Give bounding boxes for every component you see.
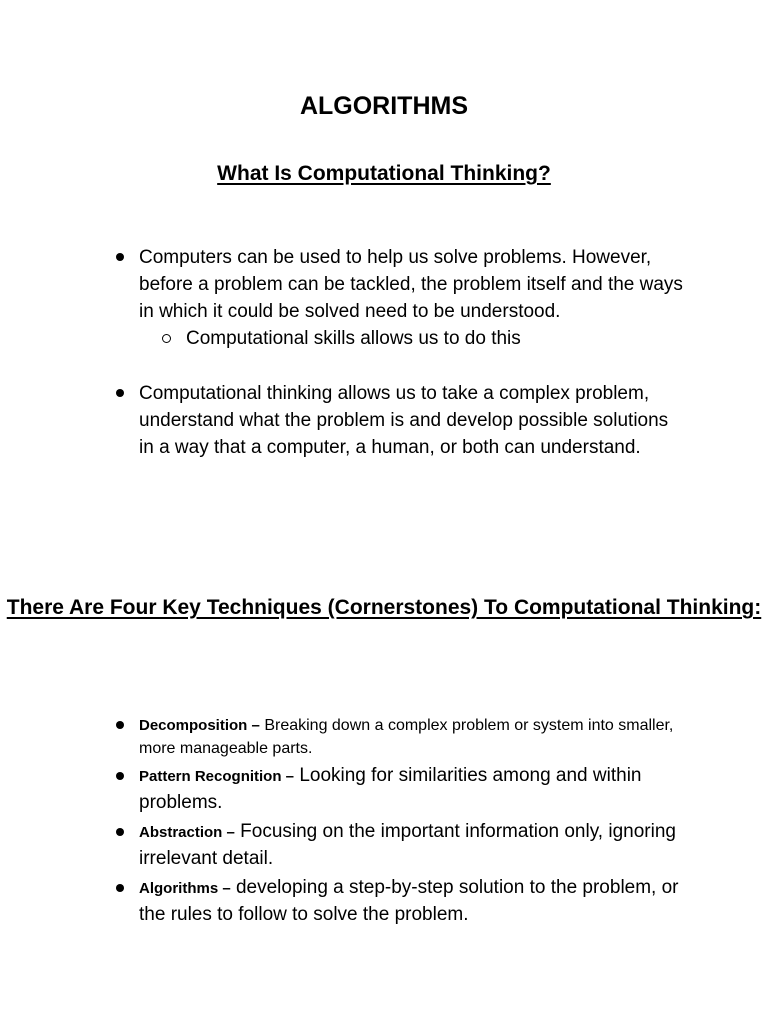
technique-description: Focusing on the important information only, ignoring irrelevant detail. bbox=[139, 821, 676, 869]
hollow-bullet-icon bbox=[162, 334, 171, 343]
technique-item bbox=[139, 714, 684, 760]
techniques-list bbox=[139, 714, 684, 931]
section-subtitle bbox=[0, 160, 768, 188]
bullet-icon bbox=[116, 828, 124, 836]
bullet-icon bbox=[116, 389, 124, 397]
list-item bbox=[139, 380, 684, 461]
sub-list bbox=[139, 325, 684, 352]
bullet-icon bbox=[116, 253, 124, 261]
bullet-icon bbox=[116, 772, 124, 780]
section-heading bbox=[0, 594, 768, 622]
page-title: ALGORITHMS bbox=[299, 92, 469, 120]
list-item-text: Computational thinking allows us to take a complex problem, understand what the problem is and develop possible solutions in a way that a computer, a human, or both can understand. bbox=[139, 383, 669, 458]
technique-description: Breaking down a complex problem or system into smaller, more manageable parts. bbox=[139, 717, 674, 757]
technique-item bbox=[139, 763, 684, 816]
subtitle-text: What Is Computational Thinking? bbox=[217, 162, 551, 185]
bullet-icon bbox=[116, 721, 124, 729]
technique-item bbox=[139, 819, 684, 872]
technique-term: Abstraction – bbox=[139, 824, 235, 841]
technique-item bbox=[139, 875, 684, 928]
intro-list bbox=[139, 244, 684, 461]
technique-term: Algorithms – bbox=[139, 880, 231, 897]
technique-description: developing a step-by-step solution to the problem, or the rules to follow to solve the problem. bbox=[139, 877, 679, 925]
technique-term: Pattern Recognition – bbox=[139, 768, 295, 785]
technique-term: Decomposition – bbox=[139, 717, 260, 734]
list-item-text: Computers can be used to help us solve problems. However, before a problem can be tackled, the problem itself and the ways in which it could be solved need to be understood. bbox=[139, 247, 683, 322]
sub-list-item-text: Computational skills allows us to do this bbox=[186, 328, 521, 349]
bullet-icon bbox=[116, 884, 124, 892]
sub-list-item bbox=[186, 325, 684, 352]
section-heading-text: There Are Four Key Techniques (Cornerstones) To Computational Thinking: bbox=[6, 596, 762, 619]
list-item bbox=[139, 244, 684, 352]
technique-description: Looking for similarities among and within problems. bbox=[139, 765, 642, 813]
